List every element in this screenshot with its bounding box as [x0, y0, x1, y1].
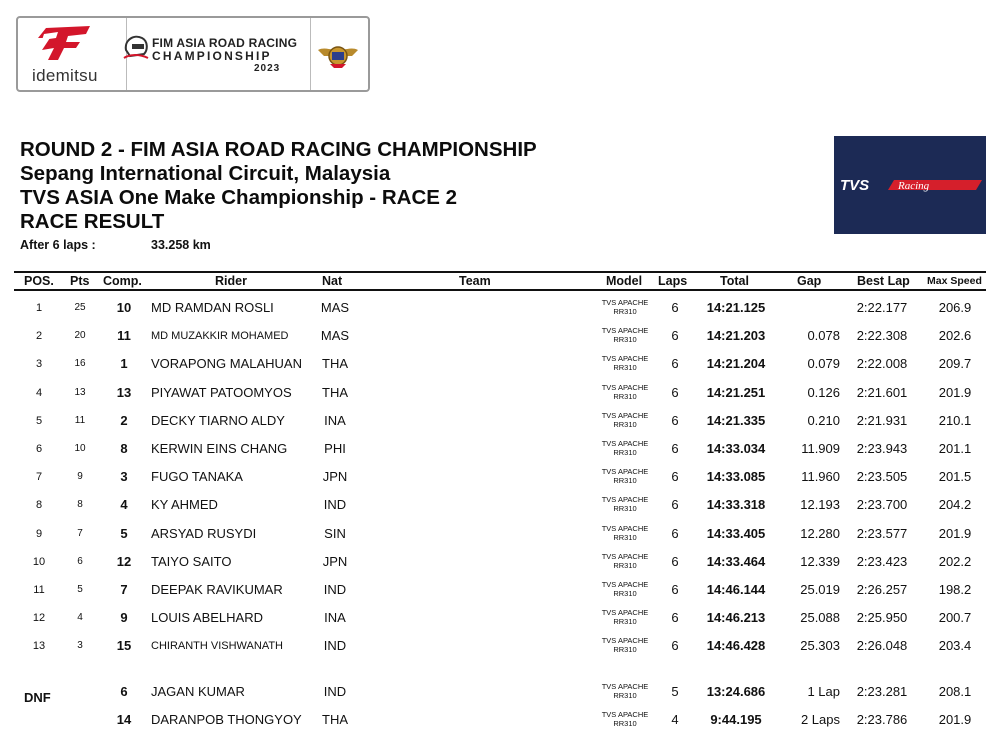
tvs-racing-wordmark-icon	[834, 177, 986, 193]
laps-cell: 5	[671, 684, 679, 699]
col-header-rider: Rider	[215, 274, 247, 288]
total-time-cell: 14:33.085	[706, 469, 766, 485]
laps-cell: 6	[671, 553, 679, 569]
model-name: TVS APACHE	[601, 467, 649, 477]
position-cell: 13	[32, 640, 46, 653]
model-cell	[594, 636, 656, 654]
model-variant: RR310	[613, 617, 637, 627]
competitor-number-cell: 10	[116, 300, 132, 315]
idemitsu-logo	[28, 24, 123, 88]
max-speed-cell: 201.9	[938, 384, 972, 400]
competitor-number-cell: 11	[117, 328, 131, 344]
best-lap-cell: 2:23.423	[856, 553, 908, 569]
nationality-cell: THA	[322, 384, 348, 400]
dnf-label: DNF	[24, 690, 51, 705]
gap-cell: 25.019	[800, 582, 840, 597]
rider-name-cell: CHIRANTH VISHWANATH	[151, 640, 283, 653]
gap-cell: 2 Laps	[800, 712, 840, 727]
championship-line2: CHAMPIONSHIP	[152, 49, 272, 63]
model-variant: RR310	[613, 307, 637, 316]
logo-divider	[310, 18, 311, 90]
gap-cell: 0.210	[807, 412, 840, 428]
rider-name-cell: LOUIS ABELHARD	[151, 610, 263, 626]
laps-cell: 6	[671, 469, 679, 485]
laps-cell: 6	[671, 638, 679, 654]
best-lap-cell: 2:26.257	[856, 582, 908, 597]
position-cell: 12	[32, 612, 46, 625]
model-cell	[594, 710, 656, 728]
gap-cell: 11.960	[801, 469, 840, 485]
rider-name-cell: KY AHMED	[151, 497, 218, 513]
nationality-cell: THA	[322, 712, 348, 727]
nationality-cell: JPN	[322, 469, 348, 485]
competitor-number-cell: 13	[116, 384, 132, 400]
position-cell: 1	[35, 302, 43, 314]
best-lap-cell: 2:23.786	[856, 712, 908, 727]
best-lap-cell: 2:21.601	[856, 384, 908, 400]
header-logo-banner	[16, 16, 370, 92]
col-header-nat: Nat	[322, 274, 343, 288]
competitor-number-cell: 2	[120, 412, 128, 428]
dnf-table-row	[0, 706, 1000, 734]
total-time-cell: 14:21.335	[706, 412, 766, 428]
col-header-max-speed: Max Speed	[927, 275, 982, 287]
points-cell: 20	[74, 330, 86, 342]
total-time-cell: 14:46.428	[706, 638, 766, 654]
best-lap-cell: 2:22.008	[856, 356, 908, 372]
document-titles	[20, 138, 537, 234]
model-variant: RR310	[613, 589, 637, 598]
model-name: TVS APACHE	[601, 326, 649, 336]
col-header-gap: Gap	[797, 274, 822, 288]
championship-year: 2023	[254, 63, 281, 74]
col-header-laps: Laps	[658, 274, 688, 288]
model-cell	[594, 354, 656, 372]
best-lap-cell: 2:22.308	[856, 328, 908, 344]
total-time-cell: 14:33.405	[706, 525, 766, 541]
points-cell: 11	[74, 414, 86, 426]
max-speed-cell: 200.7	[938, 610, 972, 626]
gap-cell: 12.280	[800, 525, 840, 541]
max-speed-cell: 202.2	[938, 553, 972, 569]
nationality-cell: MAS	[320, 328, 350, 344]
laps-cell: 6	[671, 412, 679, 428]
model-variant: RR310	[613, 691, 637, 700]
best-lap-cell: 2:23.577	[856, 525, 908, 541]
competitor-number-cell: 1	[120, 356, 128, 372]
rider-name-cell: MD MUZAKKIR MOHAMED	[151, 330, 289, 343]
competitor-number-cell: 14	[116, 712, 132, 727]
position-cell: 3	[35, 358, 43, 371]
competitor-number-cell: 3	[120, 469, 128, 485]
competitor-number-cell: 5	[120, 525, 128, 541]
model-name: TVS APACHE	[601, 382, 649, 392]
model-variant: RR310	[613, 476, 637, 486]
model-cell	[594, 411, 656, 429]
laps-cell: 4	[671, 712, 679, 727]
points-cell: 6	[77, 555, 83, 567]
max-speed-cell: 206.9	[938, 300, 972, 315]
points-cell: 4	[77, 612, 83, 624]
points-cell: 9	[77, 471, 83, 483]
competitor-number-cell: 7	[120, 582, 128, 597]
table-row	[0, 407, 1000, 435]
table-row	[0, 379, 1000, 407]
model-cell	[594, 524, 656, 542]
competitor-number-cell: 4	[120, 497, 128, 513]
total-time-cell: 14:33.464	[706, 553, 766, 569]
max-speed-cell: 201.5	[938, 469, 972, 485]
position-cell: 8	[35, 499, 43, 512]
gap-cell: 25.088	[800, 610, 840, 626]
model-cell	[594, 495, 656, 513]
col-header-pts: Pts	[70, 274, 90, 288]
model-name: TVS APACHE	[601, 439, 649, 448]
gap-cell: 12.193	[800, 497, 840, 513]
laps-cell: 6	[671, 328, 679, 344]
position-cell: 7	[35, 471, 43, 484]
max-speed-cell: 201.9	[938, 712, 972, 727]
max-speed-cell: 203.4	[938, 638, 972, 654]
total-time-cell: 13:24.686	[706, 684, 766, 699]
table-row	[0, 632, 1000, 660]
points-cell: 3	[77, 640, 83, 652]
tvs-racing-logo	[834, 136, 986, 234]
best-lap-cell: 2:26.048	[856, 638, 908, 654]
helmet-icon	[122, 32, 150, 62]
race-distance: 33.258 km	[151, 238, 211, 252]
fim-championship-logo	[122, 30, 312, 80]
table-row	[0, 491, 1000, 519]
nationality-cell: JPN	[322, 553, 348, 569]
table-row	[0, 604, 1000, 632]
best-lap-cell: 2:23.505	[856, 469, 908, 485]
model-cell	[594, 467, 656, 485]
best-lap-cell: 2:22.177	[856, 300, 908, 315]
competitor-number-cell: 6	[120, 684, 128, 699]
total-time-cell: 14:21.125	[706, 300, 766, 315]
total-time-cell: 14:21.251	[706, 384, 766, 400]
max-speed-cell: 210.1	[938, 412, 972, 428]
rider-name-cell: KERWIN EINS CHANG	[151, 441, 288, 456]
gap-cell: 11.909	[801, 441, 840, 456]
rider-name-cell: MD RAMDAN ROSLI	[151, 300, 274, 315]
gap-cell: 0.078	[807, 328, 840, 344]
model-variant: RR310	[613, 391, 637, 401]
table-row	[0, 548, 1000, 576]
position-cell: 6	[35, 443, 43, 455]
laps-cell: 6	[671, 384, 679, 400]
nationality-cell: IND	[323, 638, 347, 654]
model-cell	[594, 298, 656, 316]
model-name: TVS APACHE	[601, 551, 649, 561]
round-title: ROUND 2 - FIM ASIA ROAD RACING CHAMPIONSHIP	[20, 138, 537, 161]
model-variant: RR310	[613, 363, 637, 373]
points-cell: 13	[74, 386, 86, 398]
after-laps-label: After 6 laps :	[20, 238, 96, 252]
rider-name-cell: JAGAN KUMAR	[151, 684, 245, 699]
position-cell: 2	[35, 330, 43, 343]
max-speed-cell: 201.9	[938, 525, 972, 541]
nationality-cell: IND	[323, 684, 347, 699]
laps-cell: 6	[671, 525, 679, 541]
table-row	[0, 463, 1000, 491]
rider-name-cell: DARANPOB THONGYOY	[151, 712, 302, 727]
model-name: TVS APACHE	[601, 608, 649, 618]
col-header-total: Total	[720, 274, 749, 288]
col-header-team: Team	[459, 274, 491, 288]
position-cell: 10	[32, 555, 46, 568]
table-row	[0, 576, 1000, 604]
best-lap-cell: 2:23.281	[856, 684, 908, 699]
max-speed-cell: 209.7	[938, 356, 972, 372]
table-row	[0, 322, 1000, 350]
points-cell: 10	[74, 443, 86, 454]
laps-cell: 6	[671, 356, 679, 372]
position-cell: 9	[35, 527, 43, 540]
model-name: TVS APACHE	[601, 580, 649, 589]
total-time-cell: 14:33.034	[706, 441, 766, 456]
table-header-rule	[14, 289, 986, 291]
result-title: RACE RESULT	[20, 210, 165, 233]
best-lap-cell: 2:23.700	[856, 497, 908, 513]
rider-name-cell: FUGO TANAKA	[151, 469, 243, 485]
svg-text:TVS: TVS	[840, 177, 870, 193]
col-header-model: Model	[606, 274, 643, 288]
laps-cell: 6	[671, 610, 679, 626]
model-name: TVS APACHE	[601, 410, 649, 420]
nationality-cell: MAS	[320, 300, 350, 315]
race-title: TVS ASIA One Make Championship - RACE 2	[20, 186, 458, 209]
model-cell	[594, 580, 656, 598]
gap-cell: 12.339	[800, 553, 840, 569]
federation-badge-icon	[316, 40, 360, 70]
model-variant: RR310	[613, 419, 637, 429]
idemitsu-emblem-icon	[28, 24, 98, 66]
circuit-title: Sepang International Circuit, Malaysia	[20, 162, 391, 185]
total-time-cell: 14:21.204	[706, 356, 766, 372]
laps-cell: 6	[671, 441, 679, 456]
nationality-cell: SIN	[324, 525, 346, 541]
model-cell	[594, 439, 656, 457]
model-variant: RR310	[613, 504, 637, 514]
total-time-cell: 14:46.144	[706, 582, 766, 597]
max-speed-cell: 198.2	[938, 582, 972, 597]
gap-cell: 1 Lap	[807, 684, 840, 699]
total-time-cell: 14:46.213	[706, 610, 766, 626]
laps-cell: 6	[671, 300, 679, 315]
competitor-number-cell: 9	[120, 610, 128, 626]
total-time-cell: 9:44.195	[710, 712, 762, 727]
points-cell: 7	[77, 527, 83, 539]
race-distance-info	[20, 238, 211, 252]
best-lap-cell: 2:23.943	[856, 441, 908, 456]
model-name: TVS APACHE	[601, 636, 649, 646]
nationality-cell: PHI	[324, 441, 346, 456]
model-variant: RR310	[613, 448, 637, 457]
nationality-cell: IND	[323, 582, 347, 597]
competitor-number-cell: 8	[120, 441, 128, 456]
col-header-pos: POS.	[24, 274, 54, 288]
model-variant: RR310	[613, 645, 637, 655]
table-row	[0, 294, 1000, 322]
model-variant: RR310	[613, 719, 637, 728]
championship-line1: FIM ASIA ROAD RACING	[152, 36, 298, 50]
position-cell: 5	[35, 414, 43, 427]
rider-name-cell: DECKY TIARNO ALDY	[151, 412, 285, 428]
model-cell	[594, 682, 656, 700]
best-lap-cell: 2:21.931	[856, 412, 908, 428]
nationality-cell: INA	[324, 412, 346, 428]
model-name: TVS APACHE	[601, 298, 649, 307]
best-lap-cell: 2:25.950	[856, 610, 908, 626]
position-cell: 4	[35, 386, 43, 399]
nationality-cell: INA	[324, 610, 346, 626]
max-speed-cell: 201.1	[938, 441, 972, 456]
points-cell: 8	[77, 499, 83, 511]
model-name: TVS APACHE	[601, 495, 649, 505]
laps-cell: 6	[671, 497, 679, 513]
position-cell: 11	[33, 584, 45, 596]
model-cell	[594, 608, 656, 626]
points-cell: 16	[74, 358, 86, 370]
model-name: TVS APACHE	[601, 523, 649, 533]
table-row	[0, 435, 1000, 463]
rider-name-cell: ARSYAD RUSYDI	[151, 525, 257, 541]
max-speed-cell: 204.2	[938, 497, 972, 513]
model-variant: RR310	[613, 532, 637, 542]
dnf-table-row	[0, 678, 1000, 706]
model-cell	[594, 326, 656, 344]
nationality-cell: THA	[322, 356, 348, 372]
svg-text:Racing: Racing	[898, 180, 930, 192]
points-cell: 25	[74, 302, 86, 313]
table-top-rule	[14, 271, 986, 273]
model-variant: RR310	[613, 560, 637, 570]
idemitsu-wordmark: idemitsu	[32, 66, 98, 85]
model-name: TVS APACHE	[601, 354, 649, 364]
points-cell: 5	[77, 584, 83, 595]
model-name: TVS APACHE	[601, 710, 649, 719]
rider-name-cell: PIYAWAT PATOOMYOS	[151, 384, 292, 400]
gap-cell: 25.303	[800, 638, 840, 654]
rider-name-cell: DEEPAK RAVIKUMAR	[151, 582, 283, 597]
gap-cell: 0.079	[807, 356, 840, 372]
model-cell	[594, 552, 656, 570]
rider-name-cell: TAIYO SAITO	[151, 553, 232, 569]
model-name: TVS APACHE	[601, 682, 649, 691]
nationality-cell: IND	[323, 497, 347, 513]
competitor-number-cell: 12	[116, 553, 132, 569]
max-speed-cell: 208.1	[938, 684, 972, 699]
model-variant: RR310	[613, 335, 637, 345]
competitor-number-cell: 15	[116, 638, 132, 654]
model-cell	[594, 383, 656, 401]
table-row	[0, 350, 1000, 378]
max-speed-cell: 202.6	[938, 328, 972, 344]
col-header-comp: Comp.	[103, 274, 142, 288]
rider-name-cell: VORAPONG MALAHUAN	[151, 356, 302, 372]
total-time-cell: 14:33.318	[706, 497, 766, 513]
laps-cell: 6	[671, 582, 679, 597]
table-row	[0, 520, 1000, 548]
total-time-cell: 14:21.203	[706, 328, 766, 344]
gap-cell: 0.126	[807, 384, 840, 400]
col-header-best-lap: Best Lap	[857, 274, 910, 288]
